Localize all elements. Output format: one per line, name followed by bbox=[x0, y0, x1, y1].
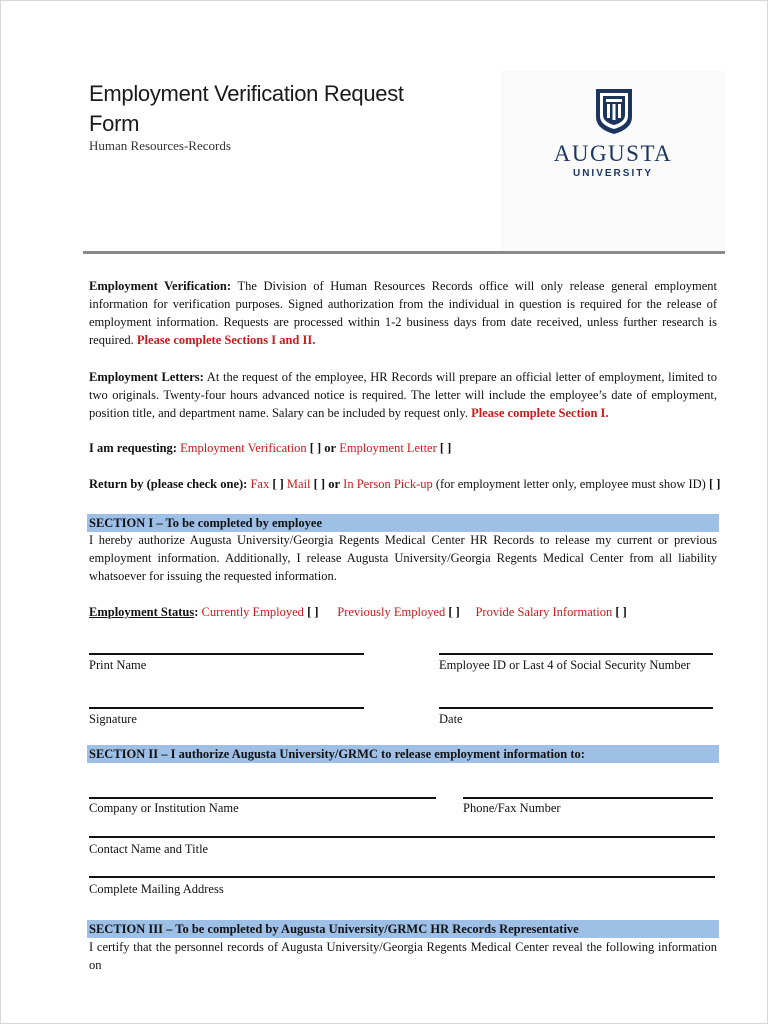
mail-checkbox[interactable]: [ ] bbox=[313, 477, 326, 491]
employment-verification-instruction: Please complete Sections I and II. bbox=[136, 333, 316, 347]
fax-option: Fax bbox=[250, 477, 270, 491]
form-subtitle: Human Resources-Records bbox=[89, 138, 231, 153]
provide-salary-option: Provide Salary Information bbox=[475, 605, 613, 619]
employment-letter-option: Employment Letter bbox=[339, 441, 437, 455]
section-3-certification-text: I certify that the personnel records of Augusta University/Georgia Regents Medical Center reveal the following information on bbox=[89, 940, 717, 972]
employment-status-label: Employment Status bbox=[89, 605, 195, 619]
company-name-label: Company or Institution Name bbox=[89, 801, 239, 815]
phone-fax-field[interactable] bbox=[463, 797, 713, 799]
section-1-authorization-text: I hereby authorize Augusta University/Georgia Regents Medical Center HR Records to release my current or previous employment information. Additionally, I release Augusta University/Georgia Regents Medical Center from all liability whatsoever for issuing the requested information. bbox=[89, 533, 717, 583]
employment-verification-heading: Employment Verification: bbox=[89, 279, 232, 293]
employment-letters-paragraph bbox=[89, 368, 717, 422]
form-title-line-1: Employment Verification Request bbox=[89, 81, 404, 106]
employment-letters-heading: Employment Letters: bbox=[89, 370, 204, 384]
mailing-address-label: Complete Mailing Address bbox=[89, 882, 224, 896]
previously-employed-option: Previously Employed bbox=[337, 605, 446, 619]
mail-option: Mail bbox=[286, 477, 311, 491]
employment-verification-option: Employment Verification bbox=[180, 441, 307, 455]
mailing-address-field[interactable] bbox=[89, 876, 715, 878]
in-person-pickup-option: In Person Pick-up bbox=[343, 477, 433, 491]
contact-name-field[interactable] bbox=[89, 836, 715, 838]
employment-verification-body: The Division of Human Resources Records office will only release general employment information for verification purposes. Signed authorization from the individual in question is required for the release of employment information. Requests are processed within 1-2 business days from date received, unless further research is required. bbox=[89, 279, 717, 347]
form-title bbox=[89, 79, 449, 139]
phone-fax-label: Phone/Fax Number bbox=[463, 801, 561, 815]
in-person-pickup-checkbox[interactable]: [ ] bbox=[708, 477, 721, 491]
print-name-field[interactable] bbox=[89, 653, 364, 655]
signature-field[interactable] bbox=[89, 707, 364, 709]
requesting-row bbox=[89, 439, 729, 457]
employment-status-row bbox=[89, 603, 729, 621]
requesting-or: or bbox=[324, 441, 337, 455]
employment-verification-paragraph bbox=[89, 277, 717, 349]
employment-letters-body: At the request of the employee, HR Records will prepare an official letter of employment, limited to two originals. Twenty-four hours advanced notice is required. The letter will include the employee’s date of employment, position title, and department name. Salary can be included by request only. bbox=[89, 370, 717, 420]
requesting-label: I am requesting: bbox=[89, 441, 177, 455]
pickup-note: (for employment letter only, employee must show ID) bbox=[435, 477, 706, 491]
employment-letters-instruction: Please complete Section I. bbox=[471, 406, 609, 420]
provide-salary-checkbox[interactable]: [ ] bbox=[615, 605, 627, 619]
employment-status-colon: : bbox=[194, 605, 199, 619]
employee-id-field[interactable] bbox=[439, 653, 713, 655]
section-3-header: SECTION III – To be completed by Augusta University/GRMC HR Records Representative bbox=[87, 920, 719, 938]
currently-employed-checkbox[interactable]: [ ] bbox=[307, 605, 319, 619]
currently-employed-option: Currently Employed bbox=[201, 605, 304, 619]
return-by-label: Return by (please check one): bbox=[89, 477, 248, 491]
augusta-university-logo bbox=[501, 71, 725, 251]
print-name-label: Print Name bbox=[89, 658, 147, 672]
employment-letter-checkbox[interactable]: [ ] bbox=[439, 441, 452, 455]
contact-name-label: Contact Name and Title bbox=[89, 842, 209, 856]
section-2-header: SECTION II – I authorize Augusta University/GRMC to release employment information to: bbox=[87, 745, 719, 763]
employee-id-label: Employee ID or Last 4 of Social Security Number bbox=[439, 658, 691, 672]
date-label: Date bbox=[439, 712, 463, 726]
section-1-header: SECTION I – To be completed by employee bbox=[87, 514, 719, 532]
previously-employed-checkbox[interactable]: [ ] bbox=[448, 605, 460, 619]
fax-checkbox[interactable]: [ ] bbox=[272, 477, 284, 491]
date-field[interactable] bbox=[439, 707, 713, 709]
company-name-field[interactable] bbox=[89, 797, 436, 799]
header-divider bbox=[83, 251, 725, 254]
logo-subtext: UNIVERSITY bbox=[572, 168, 653, 179]
form-title-line-2: Form bbox=[89, 111, 140, 136]
augusta-university-shield-icon bbox=[594, 87, 634, 135]
return-by-row bbox=[89, 475, 729, 493]
employment-verification-checkbox[interactable]: [ ] bbox=[309, 441, 322, 455]
logo-name: AUGUSTA bbox=[553, 141, 673, 166]
return-by-or: or bbox=[328, 477, 341, 491]
signature-label: Signature bbox=[89, 712, 137, 726]
